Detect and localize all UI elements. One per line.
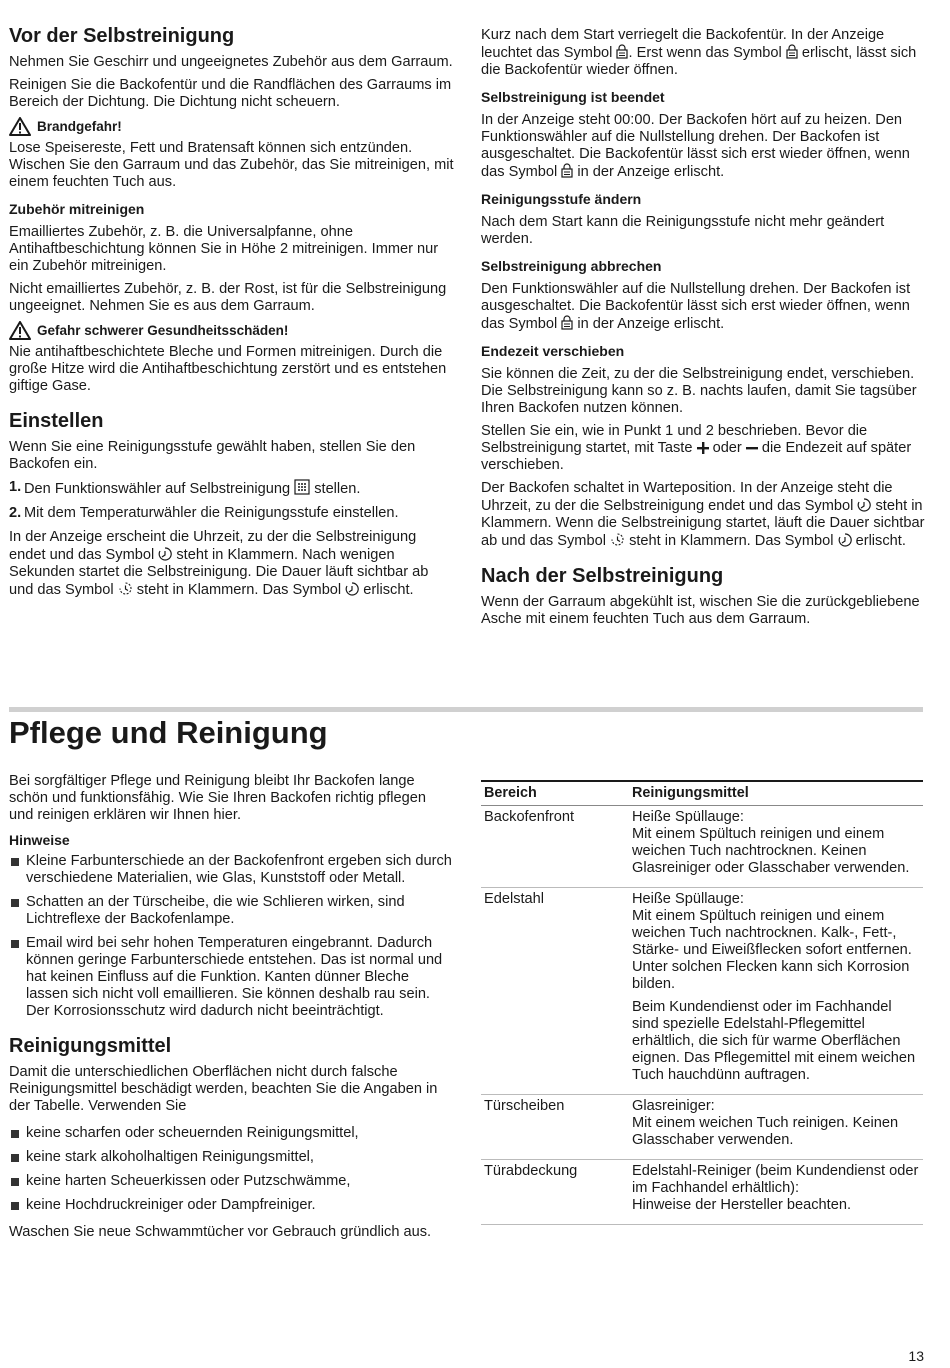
lock-icon — [616, 44, 628, 59]
paragraph: Nie antihaftbeschichtete Bleche und Formen mitreinigen. Durch die große Hitze wird die Antihaftbeschichtung zerstört und es entstehen giftige Gase. — [9, 344, 447, 394]
paragraph: Nehmen Sie Geschirr und ungeeignetes Zubehör aus dem Garraum. — [9, 54, 453, 70]
reinigungsmittel-heading: Reinigungsmittel — [9, 1035, 172, 1057]
endezeit-heading: Endezeit verschieben — [481, 343, 625, 359]
bullet-square-icon — [11, 1178, 19, 1186]
lock-icon — [561, 315, 573, 330]
right-column — [481, 27, 926, 634]
abbrechen-heading: Selbstreinigung abbrechen — [481, 258, 662, 274]
paragraph: In der Anzeige steht 00:00. Der Backofen hört auf zu heizen. Den Funktionswähler auf die Nullstellung drehen. Der Backofen ist ausgeschaltet. Die Backofentür lässt sich erst wieder öffnen, wenn das Symbol in der Anzeige erlischt. — [481, 112, 910, 180]
mittel-list — [9, 1125, 454, 1214]
paragraph: Stellen Sie ein, wie in Punkt 1 und 2 beschrieben. Bevor die Selbstreinigung startet, mit Taste oder die Endezeit auf später verschieben. — [481, 423, 912, 473]
hinweise-list — [9, 853, 454, 1020]
duration-icon — [610, 532, 625, 547]
hinweise-heading: Hinweise — [9, 832, 70, 848]
end-time-icon — [158, 546, 172, 561]
cell-text: Heiße Spüllauge: Mit einem Spültuch reinigen und einem weichen Tuch nachtrocknen. Kalk-, Fett-, Stärke- und Eiweißflecken sofort entfernen. Unter solchen Flecken kann sich Korrosion bilden. — [632, 891, 912, 992]
cleaning-agent-cell — [629, 1160, 923, 1225]
bullet-square-icon — [11, 1154, 19, 1162]
steps-list — [9, 479, 454, 522]
step-item — [9, 505, 454, 522]
duration-icon — [118, 581, 133, 596]
care-column — [9, 773, 454, 1247]
paragraph: Nach dem Start kann die Reinigungsstufe nicht mehr geändert werden. — [481, 214, 885, 247]
end-time-icon — [838, 532, 852, 547]
minus-key-icon — [746, 442, 758, 454]
end-time-icon — [857, 497, 871, 512]
table-row — [481, 1095, 923, 1160]
table-row — [481, 888, 923, 1095]
area-cell: Edelstahl — [481, 888, 629, 1095]
step-item — [9, 479, 454, 498]
column-header: Bereich — [481, 781, 629, 806]
list-item: keine scharfen oder scheuernden Reinigungsmittel, — [9, 1125, 454, 1142]
vor-selbstreinigung-heading: Vor der Selbstreinigung — [9, 25, 235, 47]
paragraph: Emailliertes Zubehör, z. B. die Universalpfanne, ohne Antihaftbeschichtung können Sie in Höhe 2 mitreinigen. Immer nur ein Zubehör mitreinigen. — [9, 224, 439, 274]
step-number: 2. — [9, 505, 22, 521]
list-item: keine stark alkoholhaltigen Reinigungsmittel, — [9, 1149, 454, 1166]
paragraph: In der Anzeige erscheint die Uhrzeit, zu der die Selbstreinigung endet und das Symbol steht in Klammern. Nach wenigen Sekunden startet die Selbstreinigung. Die Dauer läuft sichtbar ab und das Symbol steht in Klammern. Das Symbol erlischt. — [9, 529, 429, 598]
list-item: Email wird bei sehr hohen Temperaturen eingebrannt. Dadurch können geringe Farbunterschiede entstehen. Das ist normal und hat keinen Einfluss auf die Funktion. Kanten dünner Bleche lassen sich nicht voll emaillieren. Sie können deshalb rau sein. Der Korrosionsschutz wird dadurch nicht beeinträchtigt. — [9, 935, 454, 1020]
paragraph: Sie können die Zeit, zu der die Selbstreinigung endet, verschieben. Die Selbstreinigung kann so z. B. nachts laufen, damit Sie tagsüber Ihren Backofen nutzen können. — [481, 366, 917, 416]
page-number: 13 — [908, 1348, 924, 1364]
area-cell: Türabdeckung — [481, 1160, 629, 1225]
step-text: Den Funktionswähler auf Selbstreinigung stellen. — [24, 481, 361, 497]
step-number: 1. — [9, 479, 22, 495]
bullet-square-icon — [11, 1130, 19, 1138]
paragraph: Den Funktionswähler auf die Nullstellung drehen. Der Backofen ist ausgeschaltet. Die Backofentür lässt sich erst wieder öffnen, wenn das Symbol in der Anzeige erlischt. — [481, 281, 911, 332]
warning-title: Gefahr schwerer Gesundheitsschäden! — [37, 323, 289, 338]
list-item: keine harten Scheuerkissen oder Putzschwämme, — [9, 1173, 454, 1190]
paragraph: Kurz nach dem Start verriegelt die Backofentür. In der Anzeige leuchtet das Symbol . Erst wenn das Symbol erlischt, lässt sich die Backofentür wieder öffnen. — [481, 27, 917, 78]
cleaning-table-container — [481, 780, 923, 1225]
beendet-heading: Selbstreinigung ist beendet — [481, 89, 665, 105]
health-warning — [9, 321, 454, 340]
cell-text: Heiße Spüllauge: Mit einem Spültuch reinigen und einem weichen Tuch nachtrocknen. Keinen Glasreiniger oder Glasschaber verwenden. — [632, 809, 910, 876]
paragraph: Damit die unterschiedlichen Oberflächen nicht durch falsche Reinigungsmittel beschädigt werden, beachten Sie die Angaben in der Tabelle. Verwenden Sie — [9, 1064, 438, 1114]
bullet-square-icon — [11, 1202, 19, 1210]
paragraph: Nicht emailliertes Zubehör, z. B. der Rost, ist für die Selbstreinigung ungeeignet. Nehmen Sie es aus dem Garraum. — [9, 281, 447, 314]
cleaning-agent-cell — [629, 806, 923, 888]
step-text: Mit dem Temperaturwähler die Reinigungsstufe einstellen. — [24, 505, 399, 521]
list-item: Kleine Farbunterschiede an der Backofenfront ergeben sich durch verschiedene Materialien, wie Glas, Kunststoff oder Metall. — [9, 853, 454, 887]
section-divider — [9, 707, 923, 712]
cell-text: Beim Kundendienst oder im Fachhandel sind spezielle Edelstahl-Pflegemittel erhältlich, die sich für warme Oberflächen eignen. Das Pflegemittel mit einem weichen Tuch hauchdünn auftragen. — [632, 999, 916, 1083]
cell-text: Glasreiniger: Mit einem weichen Tuch reinigen. Keinen Glasschaber verwenden. — [632, 1098, 899, 1148]
brand-warning — [9, 117, 454, 136]
list-item: Schatten an der Türscheibe, die wie Schlieren wirken, sind Lichtreflexe der Backofenlampe. — [9, 894, 454, 928]
lock-icon — [561, 163, 573, 178]
column-header: Reinigungsmittel — [629, 781, 923, 806]
bullet-square-icon — [11, 858, 19, 866]
self-cleaning-icon — [294, 479, 310, 495]
left-column — [9, 20, 454, 605]
warning-title: Brandgefahr! — [37, 119, 122, 134]
plus-key-icon — [697, 442, 709, 454]
paragraph: Wenn Sie eine Reinigungsstufe gewählt haben, stellen Sie den Backofen ein. — [9, 439, 416, 472]
bullet-square-icon — [11, 940, 19, 948]
aendern-heading: Reinigungsstufe ändern — [481, 191, 642, 207]
paragraph: Lose Speisereste, Fett und Bratensaft können sich entzünden. Wischen Sie den Garraum und das Zubehör, das Sie mitreinigen, mit einem feuchten Tuch aus. — [9, 140, 454, 190]
paragraph: Wenn der Garraum abgekühlt ist, wischen Sie die zurückgebliebene Asche mit einem feuchten Tuch aus dem Garraum. — [481, 594, 920, 627]
nach-selbstreinigung-heading: Nach der Selbstreinigung — [481, 565, 724, 587]
paragraph: Bei sorgfältiger Pflege und Reinigung bleibt Ihr Backofen lange schön und funktionsfähig. Wie Sie Ihren Backofen richtig pflegen und reinigen erklären wir Ihnen hier. — [9, 773, 426, 823]
table-header-row — [481, 781, 923, 806]
cleaning-agent-cell — [629, 888, 923, 1095]
warning-triangle-icon — [9, 321, 31, 340]
cleaning-agent-cell — [629, 1095, 923, 1160]
area-cell: Türscheiben — [481, 1095, 629, 1160]
area-cell: Backofenfront — [481, 806, 629, 888]
paragraph: Der Backofen schaltet in Warteposition. In der Anzeige steht die Uhrzeit, zu der die Selbstreinigung endet und das Symbol steht in Klammern. Wenn die Selbstreinigung startet, läuft die Dauer sichtbar ab und das Symbol steht in Klammern. Das Symbol erlischt. — [481, 480, 925, 549]
paragraph: Waschen Sie neue Schwammtücher vor Gebrauch gründlich aus. — [9, 1224, 432, 1240]
bullet-square-icon — [11, 899, 19, 907]
table-row — [481, 806, 923, 888]
einstellen-heading: Einstellen — [9, 410, 104, 432]
section-title: Pflege und Reinigung — [9, 715, 328, 750]
end-time-icon — [345, 581, 359, 596]
cleaning-table — [481, 780, 923, 1225]
list-item: keine Hochdruckreiniger oder Dampfreiniger. — [9, 1197, 454, 1214]
zubehoer-heading: Zubehör mitreinigen — [9, 201, 145, 217]
lock-icon — [786, 44, 798, 59]
table-row — [481, 1160, 923, 1225]
cell-text: Edelstahl-Reiniger (beim Kundendienst oder im Fachhandel erhältlich): Hinweise der Hersteller beachten. — [632, 1163, 919, 1213]
paragraph: Reinigen Sie die Backofentür und die Randflächen des Garraums im Bereich der Dichtung. Die Dichtung nicht scheuern. — [9, 77, 452, 110]
warning-triangle-icon — [9, 117, 31, 136]
